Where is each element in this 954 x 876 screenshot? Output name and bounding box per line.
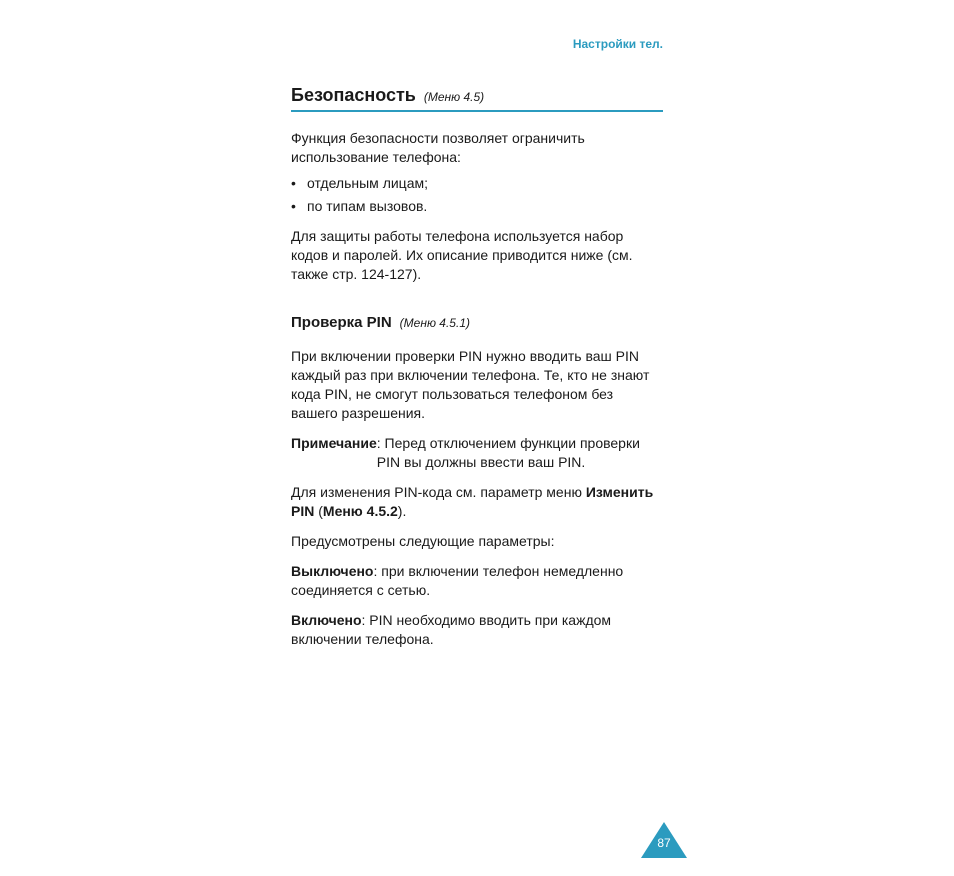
section-heading: [291, 86, 663, 112]
page-content: [291, 86, 663, 649]
note-label: Примечание: [291, 435, 377, 451]
list-item: • по типам вызовов.: [291, 197, 663, 216]
change-pin-end: ).: [397, 503, 407, 519]
list-item: • отдельным лицам;: [291, 174, 663, 193]
param-on-label: Включено: [291, 612, 362, 628]
change-pin-text: Для изменения PIN-кода см. параметр меню: [291, 484, 586, 500]
subsection-title: Проверка PIN: [291, 314, 392, 331]
subsection-menu-ref: (Меню 4.5.1): [399, 316, 470, 330]
bullet-list: [291, 174, 663, 216]
note-text: : Перед отключением функции проверки PIN вы должны ввести ваш PIN.: [376, 435, 640, 470]
pin-description: При включении проверки PIN нужно вводить ваш PIN каждый раз при включении телефона. Те, кто не знают кода PIN, не смогут пользоваться телефоном без вашего разрешения.: [291, 348, 650, 421]
param-off: [291, 562, 663, 600]
param-on: [291, 611, 663, 649]
note: [291, 434, 663, 472]
running-header: Настройки тел.: [572, 37, 663, 51]
page-number: 87: [657, 836, 671, 850]
change-pin-paren: (: [314, 503, 323, 519]
param-off-label: Выключено: [291, 563, 374, 579]
section-title: Безопасность: [291, 85, 416, 105]
codes-paragraph: Для защиты работы телефона используется набор кодов и паролей. Их описание приводится ниже (см. также стр. 124-127).: [291, 228, 633, 282]
change-pin-menu-ref: Меню 4.5.2: [322, 503, 398, 519]
params-intro: Предусмотрены следующие параметры:: [291, 533, 555, 549]
param-on-text: : PIN необходимо вводить при каждом включении телефона.: [291, 612, 612, 647]
intro-paragraph: Функция безопасности позволяет ограничить использование телефона:: [291, 130, 585, 165]
change-pin-paragraph: [291, 483, 663, 521]
change-pin-menu-name: Изменить PIN: [291, 484, 654, 519]
subsection-heading: [291, 313, 663, 333]
param-off-text: : при включении телефон немедленно соединяется с сетью.: [291, 563, 624, 598]
section-menu-ref: (Меню 4.5): [423, 90, 485, 104]
